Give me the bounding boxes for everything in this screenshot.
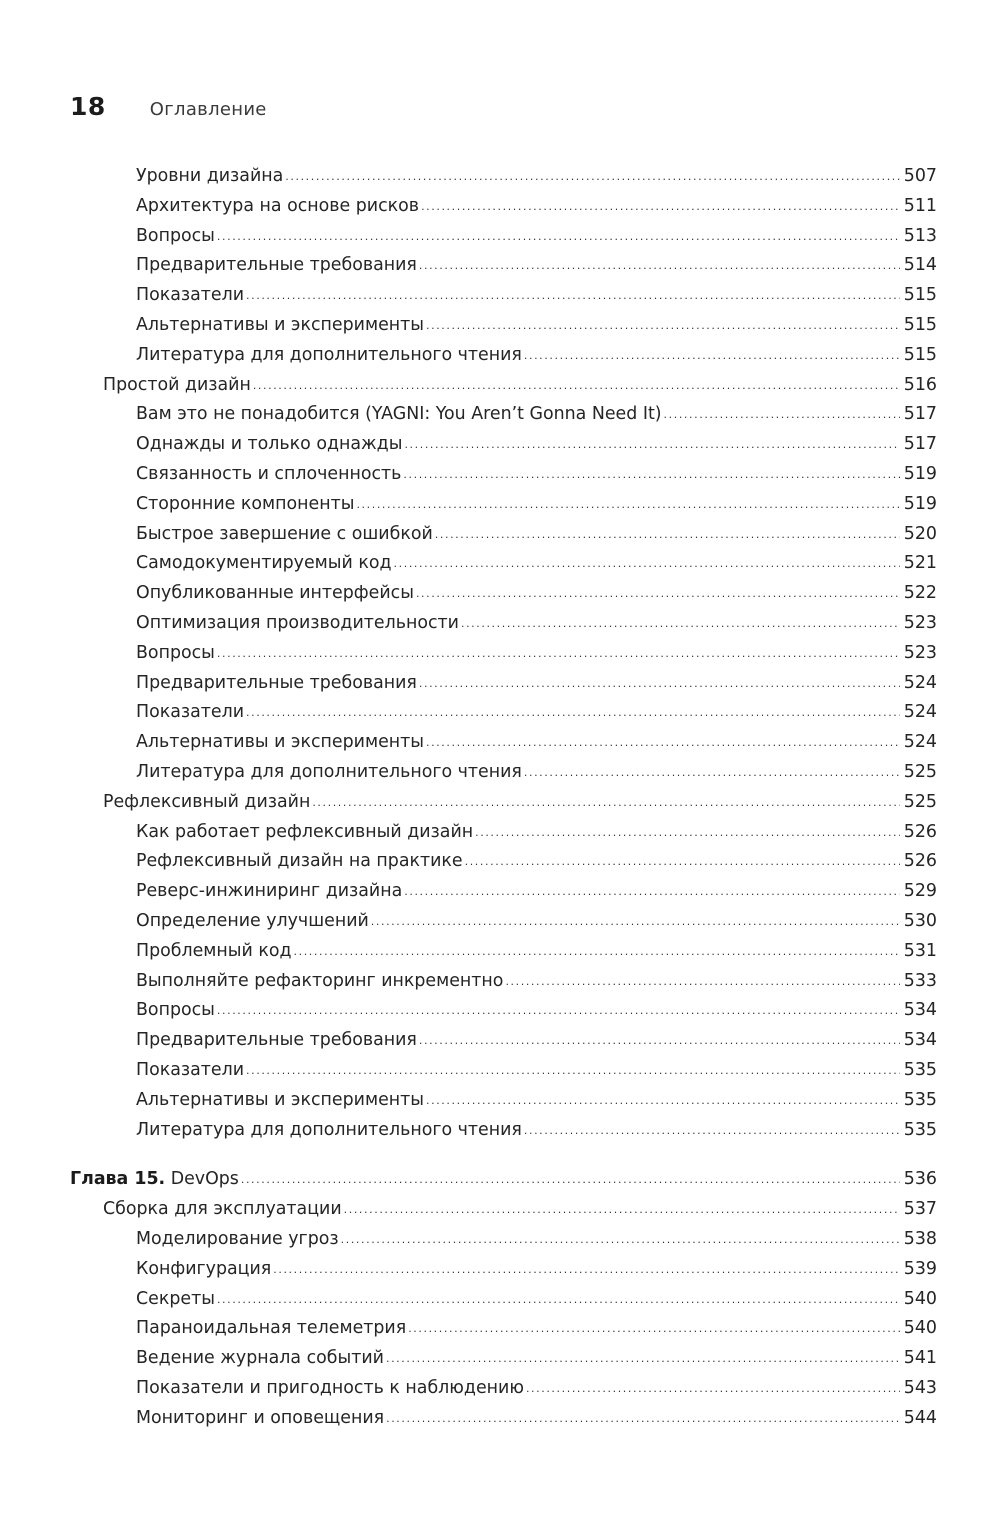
- dot-leader: [217, 222, 900, 252]
- toc-subsection-entry: [136, 638, 937, 668]
- toc-entry-title: Выполняйте рефакторинг инкрементно: [136, 970, 504, 991]
- toc-subsection-entry: [136, 1025, 937, 1055]
- toc-page-number: 515: [903, 344, 937, 365]
- toc-page-number: 535: [903, 1089, 937, 1110]
- dot-leader: [217, 639, 900, 669]
- toc-subsection-entry: [136, 548, 937, 578]
- dot-leader: [246, 281, 900, 311]
- toc-subsection-entry: [136, 876, 937, 906]
- toc-entry-title: Моделирование угроз: [136, 1229, 339, 1249]
- toc-subsection-entry: [136, 250, 937, 280]
- dot-leader: [285, 162, 900, 192]
- dot-leader: [426, 728, 900, 758]
- toc-page-number: 517: [903, 404, 937, 425]
- toc-page-number: 525: [903, 791, 937, 812]
- toc-subsection-entry: [136, 280, 937, 310]
- dot-leader: [386, 1404, 900, 1434]
- toc-page-number: 535: [903, 1119, 937, 1140]
- toc-entry-title: Предварительные требования: [136, 255, 417, 276]
- toc-page-number: 541: [903, 1348, 937, 1369]
- toc-page-number: 515: [903, 285, 937, 306]
- toc-subsection-entry: [136, 459, 937, 489]
- toc-page-number: 524: [903, 672, 937, 693]
- dot-leader: [435, 520, 900, 550]
- toc-page-number: 513: [903, 225, 937, 246]
- toc-subsection-entry: [136, 161, 937, 191]
- toc-page-number: 521: [903, 553, 937, 574]
- toc-subsection-entry: [136, 668, 937, 698]
- toc-page-number: 537: [903, 1199, 937, 1220]
- toc-entry-title: Показатели: [136, 702, 245, 723]
- toc-page-number: 517: [903, 434, 937, 455]
- toc-entry-title: Показатели: [136, 1060, 245, 1080]
- toc-page-number: 544: [903, 1407, 937, 1428]
- toc-subsection-entry: [136, 1373, 937, 1403]
- toc-page-number: 519: [903, 493, 937, 514]
- toc-entry-title: Простой дизайн: [103, 374, 251, 395]
- dot-leader: [273, 1255, 900, 1285]
- toc-entry-title: Оптимизация производительности: [136, 613, 459, 633]
- toc-subsection-entry: [136, 757, 937, 787]
- toc-subsection-entry: [136, 519, 937, 549]
- toc-entry-title: Архитектура на основе рисков: [136, 195, 420, 216]
- dot-leader: [426, 311, 900, 341]
- dot-leader: [371, 907, 900, 937]
- toc-entry-title: Ведение журнала событий: [136, 1348, 384, 1369]
- toc-entry-title: Опубликованные интерфейсы: [136, 583, 414, 604]
- toc-page-number: 526: [903, 851, 937, 872]
- dot-leader: [404, 430, 900, 460]
- toc-section-entry: [103, 787, 937, 817]
- toc-entry-title: Сторонние компоненты: [136, 493, 355, 514]
- toc-entry-title: Литература для дополнительного чтения: [136, 762, 522, 782]
- toc-subsection-entry: [136, 1055, 937, 1085]
- toc-entry-title: Мониторинг и оповещения: [136, 1407, 385, 1428]
- toc-subsection-entry: [136, 1343, 937, 1373]
- toc-entry-title: Вам это не понадобится (YAGNI: You Aren’t Gonna Need It): [136, 404, 662, 425]
- toc-entry-title: Уровни дизайна: [136, 166, 284, 186]
- toc-page-number: 523: [903, 613, 937, 633]
- dot-leader: [524, 341, 900, 371]
- toc-entry-title: Как работает рефлексивный дизайн: [136, 821, 474, 842]
- toc-entry-title: Рефлексивный дизайн на практике: [136, 851, 463, 872]
- toc-entry-title: Показатели: [136, 285, 245, 306]
- toc-page-number: 526: [903, 821, 937, 842]
- toc-subsection-entry: [136, 340, 937, 370]
- toc-entry-title: Вопросы: [136, 225, 215, 246]
- toc-chapter-entry: [70, 1164, 937, 1194]
- toc-page-number: 530: [903, 911, 937, 931]
- toc-entry-title: Показатели и пригодность к наблюдению: [136, 1378, 524, 1398]
- toc-entry-title: Альтернативы и эксперименты: [136, 1089, 424, 1110]
- toc-page-number: 515: [903, 315, 937, 335]
- toc-entry-title: Секреты: [136, 1288, 215, 1309]
- toc-entry-title: Литература для дополнительного чтения: [136, 344, 522, 365]
- toc-page-number: 511: [903, 195, 937, 216]
- toc-page-number: 540: [903, 1318, 937, 1339]
- toc-page-number: 523: [903, 642, 937, 663]
- toc-subsection-entry: [136, 1115, 937, 1145]
- toc-subsection-entry: [136, 608, 937, 638]
- toc-entry-title: Предварительные требования: [136, 672, 417, 693]
- dot-leader: [421, 192, 900, 222]
- toc-subsection-entry: [136, 727, 937, 757]
- dot-leader: [416, 579, 900, 609]
- toc-subsection-entry: [136, 429, 937, 459]
- dot-leader: [241, 1165, 900, 1195]
- dot-leader: [394, 549, 900, 579]
- dot-leader: [344, 1195, 900, 1225]
- toc-entry-title: Вопросы: [136, 1000, 215, 1021]
- toc-entry-title: Реверс-инжиниринг дизайна: [136, 881, 403, 902]
- dot-leader: [294, 937, 900, 967]
- dot-leader: [356, 490, 900, 520]
- toc-page-number: 531: [903, 940, 937, 961]
- toc-page-number: 525: [903, 762, 937, 782]
- toc-entry-title: Литература для дополнительного чтения: [136, 1119, 522, 1140]
- toc-subsection-entry: [136, 1313, 937, 1343]
- toc-page-number: 520: [903, 523, 937, 544]
- toc-subsection-entry: [136, 697, 937, 727]
- dot-leader: [419, 251, 900, 281]
- toc-page-number: 522: [903, 583, 937, 604]
- toc-subsection-entry: [136, 399, 937, 429]
- toc-page-number: 533: [903, 970, 937, 991]
- toc-entry-title: Определение улучшений: [136, 911, 369, 931]
- toc-entry-title: Вопросы: [136, 642, 215, 663]
- toc-page-number: 514: [903, 255, 937, 276]
- dot-leader: [408, 1314, 900, 1344]
- dot-leader: [341, 1225, 900, 1255]
- toc-subsection-entry: [136, 310, 937, 340]
- toc-page-number: 534: [903, 1030, 937, 1051]
- toc-page-number: 543: [903, 1378, 937, 1398]
- dot-leader: [386, 1344, 900, 1374]
- toc-page-number: 536: [903, 1169, 937, 1190]
- toc-page-number: 524: [903, 732, 937, 753]
- toc-subsection-entry: [136, 995, 937, 1025]
- toc-section-entry: [103, 370, 937, 400]
- toc-page-number: 538: [903, 1229, 937, 1249]
- running-title: Оглавление: [149, 99, 267, 120]
- dot-leader: [465, 847, 900, 877]
- dot-leader: [312, 788, 900, 818]
- dot-leader: [475, 818, 900, 848]
- toc-page-number: 524: [903, 702, 937, 723]
- dot-leader: [217, 1285, 900, 1315]
- toc-subsection-entry: [136, 1284, 937, 1314]
- dot-leader: [526, 1374, 900, 1404]
- dot-leader: [524, 1116, 900, 1146]
- toc-entry-title: Быстрое завершение с ошибкой: [136, 523, 433, 544]
- toc-subsection-entry: [136, 1224, 937, 1254]
- page-header: [70, 92, 267, 121]
- dot-leader: [426, 1086, 900, 1116]
- chapter-label: Глава 15.: [70, 1169, 166, 1190]
- toc-subsection-entry: [136, 1085, 937, 1115]
- toc-page-number: 507: [903, 166, 937, 186]
- toc-entry-title: Самодокументируемый код: [136, 553, 392, 574]
- toc-entry-title: Сборка для эксплуатации: [103, 1199, 342, 1220]
- dot-leader: [524, 758, 900, 788]
- dot-leader: [505, 967, 900, 997]
- dot-leader: [217, 996, 900, 1026]
- toc-page-number: 529: [903, 881, 937, 902]
- dot-leader: [403, 460, 900, 490]
- toc-page-number: 535: [903, 1060, 937, 1080]
- toc-page-number: 534: [903, 1000, 937, 1021]
- toc-subsection-entry: [136, 936, 937, 966]
- page-number: 18: [70, 92, 106, 121]
- toc-subsection-entry: [136, 817, 937, 847]
- toc-subsection-entry: [136, 1254, 937, 1284]
- toc-subsection-entry: [136, 191, 937, 221]
- toc-subsection-entry: [136, 1403, 937, 1433]
- toc-entry-title: Проблемный код: [136, 940, 292, 961]
- dot-leader: [461, 609, 900, 639]
- toc-section-entry: [103, 1194, 937, 1224]
- toc-entry-title: Параноидальная телеметрия: [136, 1318, 407, 1339]
- chapter-title: DevOps: [170, 1169, 239, 1190]
- toc-page-number: 539: [903, 1258, 937, 1279]
- toc-subsection-entry: [136, 578, 937, 608]
- toc-page-number: 516: [903, 374, 937, 395]
- dot-leader: [253, 371, 900, 401]
- dot-leader: [664, 400, 900, 430]
- toc-entry-title: [70, 1164, 239, 1194]
- dot-leader: [419, 669, 900, 699]
- toc-subsection-entry: [136, 221, 937, 251]
- toc-subsection-entry: [136, 966, 937, 996]
- toc-entry-title: Альтернативы и эксперименты: [136, 732, 424, 753]
- toc-page-number: 540: [903, 1288, 937, 1309]
- toc-entry-title: Предварительные требования: [136, 1030, 417, 1051]
- dot-leader: [419, 1026, 900, 1056]
- toc-entry-title: Связанность и сплоченность: [136, 464, 402, 484]
- toc-subsection-entry: [136, 846, 937, 876]
- toc-subsection-entry: [136, 906, 937, 936]
- dot-leader: [246, 698, 900, 728]
- toc-entry-title: Альтернативы и эксперименты: [136, 315, 424, 335]
- dot-leader: [404, 877, 900, 907]
- toc-entry-title: Конфигурация: [136, 1258, 272, 1279]
- toc-entry-title: Рефлексивный дизайн: [103, 791, 311, 812]
- dot-leader: [246, 1056, 900, 1086]
- toc-entry-title: Однажды и только однажды: [136, 434, 403, 455]
- toc-page-number: 519: [903, 464, 937, 484]
- toc-subsection-entry: [136, 489, 937, 519]
